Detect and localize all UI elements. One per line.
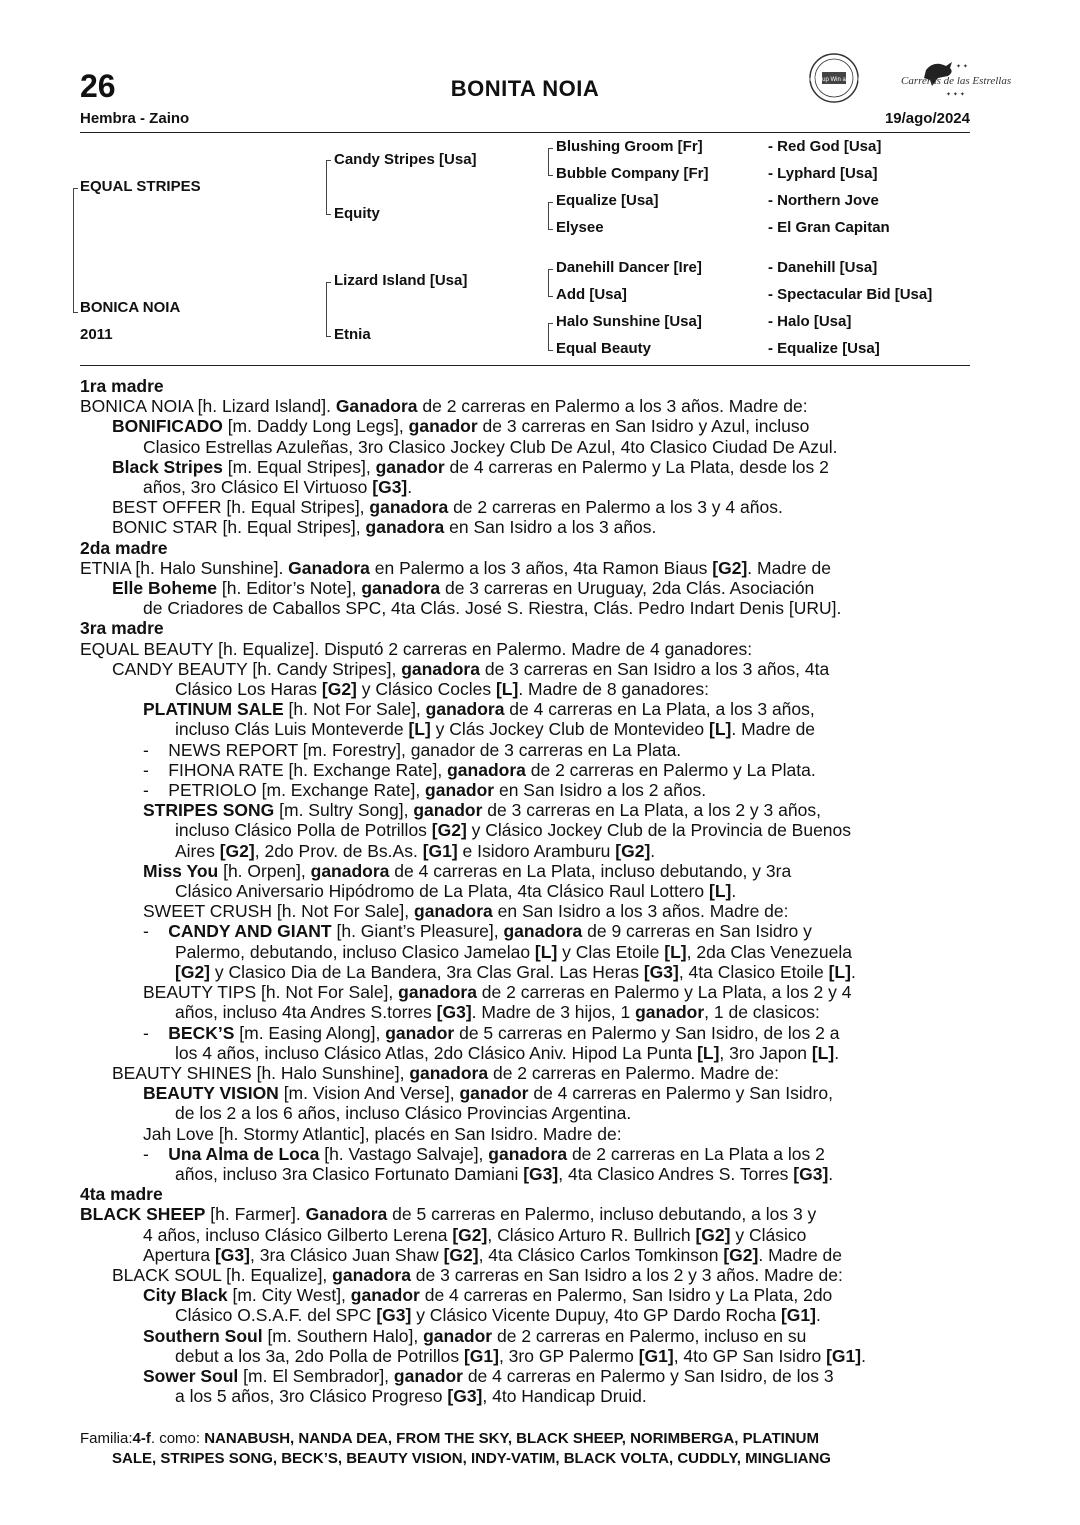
record-line: Miss You [h. Orpen], ganadora de 4 carreras en La Plata, incluso debutando, y 3ra xyxy=(143,860,792,881)
pedigree-year: 2011 xyxy=(80,326,113,343)
pedigree-dam: BONICA NOIA xyxy=(80,299,181,316)
record-line: años, incluso 3ra Clasico Fortunato Damiani [G3], 4ta Clasico Andres S. Torres [G3]. xyxy=(175,1163,834,1184)
record-line: BONIFICADO [m. Daddy Long Legs], ganador de 3 carreras en San Isidro y Azul, incluso xyxy=(112,416,810,437)
section-heading: 4ta madre xyxy=(80,1184,163,1205)
record-line: Sower Soul [m. El Sembrador], ganador de 4 carreras en Palermo y San Isidro, de los 3 xyxy=(143,1365,834,1386)
sex-coat: Hembra - Zaino xyxy=(80,110,190,127)
pedigree-g2-2: Equity xyxy=(334,205,380,222)
catalog-date: 19/ago/2024 xyxy=(884,110,970,127)
record-line: SWEET CRUSH [h. Not For Sale], ganadora en San Isidro a los 3 años. Madre de: xyxy=(143,901,789,922)
pedigree-g4-5: - Danehill [Usa] xyxy=(768,259,878,276)
record-line: PLATINUM SALE [h. Not For Sale], ganadora de 4 carreras en La Plata, a los 3 años, xyxy=(143,699,815,720)
record-line: Clásico O.S.A.F. del SPC [G3] y Clásico Vicente Dupuy, 4to GP Dardo Rocha [G1]. xyxy=(175,1305,821,1326)
record-line: BONIC STAR [h. Equal Stripes], ganadora en San Isidro a los 3 años. xyxy=(112,517,657,538)
record-line: - PETRIOLO [m. Exchange Rate], ganador en San Isidro a los 2 años. xyxy=(143,780,707,801)
record-line: Palermo, debutando, incluso Clasico Jamelao [L] y Clas Etoile [L], 2da Clas Venezuela xyxy=(175,941,853,962)
record-line: - CANDY AND GIANT [h. Giant’s Pleasure], ganadora de 9 carreras en San Isidro y xyxy=(143,921,812,942)
record-line: Black Stripes [m. Equal Stripes], ganador de 4 carreras en Palermo y La Plata, desde los 2 xyxy=(112,456,829,477)
record-line: BLACK SHEEP [h. Farmer]. Ganadora de 5 carreras en Palermo, incluso debutando, a los 3 y xyxy=(80,1204,817,1225)
record-line: [G2] y Clasico Dia de La Bandera, 3ra Clas Gral. Las Heras [G3], 4ta Clasico Etoile [L]. xyxy=(175,961,856,982)
pedigree-g3-7: Halo Sunshine [Usa] xyxy=(556,313,702,330)
produce-record xyxy=(80,376,970,1406)
horse-name: BONITA NOIA xyxy=(450,76,600,101)
record-line: a los 5 años, 3ro Clásico Progreso [G3], 4to Handicap Druid. xyxy=(175,1386,647,1407)
record-line: Clásico Aniversario Hipódromo de La Plata, 4ta Clásico Raul Lottero [L]. xyxy=(175,881,737,902)
pedigree-g3-4: Elysee xyxy=(556,219,604,236)
record-line: Jah Love [h. Stormy Atlantic], placés en San Isidro. Madre de: xyxy=(143,1123,622,1144)
record-line: - FIHONA RATE [h. Exchange Rate], ganadora de 2 carreras en Palermo y La Plata. xyxy=(143,759,816,780)
pedigree-g4-3: - Northern Jove xyxy=(768,192,879,209)
pedigree-g2-4: Etnia xyxy=(334,326,371,343)
pedigree-g4-7: - Halo [Usa] xyxy=(768,313,852,330)
family-prefix: Familia: xyxy=(80,1430,133,1447)
sponsor-logos xyxy=(790,48,1012,108)
record-line: ETNIA [h. Halo Sunshine]. Ganadora en Palermo a los 3 años, 4ta Ramon Biaus [G2]. Madre de xyxy=(80,557,831,578)
record-line: - NEWS REPORT [m. Forestry], ganador de 3 carreras en La Plata. xyxy=(143,739,682,760)
header-divider xyxy=(80,132,970,133)
record-line: de Criadores de Caballos SPC, 4ta Clás. José S. Riestra, Clás. Pedro Indart Denis [URU]. xyxy=(143,598,842,619)
pedigree-g3-5: Danehill Dancer [Ire] xyxy=(556,259,702,276)
record-line: Clásico Los Haras [G2] y Clásico Cocles [L]. Madre de 8 ganadores: xyxy=(175,679,709,700)
record-line: EQUAL BEAUTY [h. Equalize]. Disputó 2 carreras en Palermo. Madre de 4 ganadores: xyxy=(80,638,753,659)
record-line: años, 3ro Clásico El Virtuoso [G3]. xyxy=(143,477,413,498)
pedigree-g3-3: Equalize [Usa] xyxy=(556,192,659,209)
record-line: BEST OFFER [h. Equal Stripes], ganadora de 2 carreras en Palermo a los 3 y 4 años. xyxy=(112,497,783,518)
section-heading: 1ra madre xyxy=(80,376,164,396)
pedigree-g3-1: Blushing Groom [Fr] xyxy=(556,138,703,155)
pedigree-g4-4: - El Gran Capitan xyxy=(768,219,890,236)
record-line: BONICA NOIA [h. Lizard Island]. Ganadora de 2 carreras en Palermo a los 3 años. Madre de: xyxy=(80,396,808,417)
logo-breeders-cup-text: Breeders' Cup Win and You're In xyxy=(790,77,878,83)
record-line: City Black [m. City West], ganador de 4 carreras en Palermo, San Isidro y La Plata, 2do xyxy=(143,1285,833,1306)
pedigree-sire: EQUAL STRIPES xyxy=(80,178,201,195)
pedigree-g2-3: Lizard Island [Usa] xyxy=(334,272,468,289)
record-line: - Una Alma de Loca [h. Vastago Salvaje], ganadora de 2 carreras en La Plata a los 2 xyxy=(143,1143,825,1164)
record-line: Apertura [G3], 3ra Clásico Juan Shaw [G2], 4ta Clásico Carlos Tomkinson [G2]. Madre de xyxy=(143,1244,842,1265)
record-line: Elle Boheme [h. Editor’s Note], ganadora de 3 carreras en Uruguay, 2da Clás. Asociación xyxy=(112,578,815,599)
record-line: los 4 años, incluso Clásico Atlas, 2do Clásico Aniv. Hipod La Punta [L], 3ro Japon [L]. xyxy=(175,1042,840,1063)
record-line: BLACK SOUL [h. Equalize], ganadora de 3 carreras en San Isidro a los 2 y 3 años. Madre de: xyxy=(112,1264,843,1285)
section-heading: 3ra madre xyxy=(80,618,164,639)
svg-text:✦ ✦ ✦: ✦ ✦ ✦ xyxy=(946,91,965,98)
record-line: STRIPES SONG [m. Sultry Song], ganador de 3 carreras en La Plata, a los 2 y 3 años, xyxy=(143,800,821,821)
record-line: BEAUTY SHINES [h. Halo Sunshine], ganadora de 2 carreras en Palermo. Madre de: xyxy=(112,1062,779,1083)
family-notables-2: SALE, STRIPES SONG, BECK’S, BEAUTY VISION, INDY-VATIM, BLACK VOLTA, CUDDLY, MINGLIANG xyxy=(112,1450,831,1467)
record-line: 4 años, incluso Clásico Gilberto Lerena [G2], Clásico Arturo R. Bullrich [G2] y Clásico xyxy=(143,1224,807,1245)
record-line: debut a los 3a, 2do Polla de Potrillos [G1], 3ro GP Palermo [G1], 4to GP San Isidro [G1]. xyxy=(175,1345,866,1366)
family-como: . como: xyxy=(150,1430,205,1447)
section-heading: 2da madre xyxy=(80,537,168,558)
record-line: Southern Soul [m. Southern Halo], ganador de 2 carreras en Palermo, incluso en su xyxy=(143,1325,807,1346)
family-code: 4-f xyxy=(132,1430,151,1447)
pedigree-divider xyxy=(80,365,970,366)
pedigree-g3-8: Equal Beauty xyxy=(556,340,652,357)
family-footer xyxy=(80,1429,980,1469)
record-line: BEAUTY TIPS [h. Not For Sale], ganadora de 2 carreras en Palermo y La Plata, a los 2 y 4 xyxy=(143,982,852,1003)
pedigree-g4-2: - Lyphard [Usa] xyxy=(768,165,878,182)
pedigree-g4-1: - Red God [Usa] xyxy=(768,138,882,155)
record-line: Aires [G2], 2do Prov. de Bs.As. [G1] e Isidoro Aramburu [G2]. xyxy=(175,840,656,861)
record-line: Clasico Estrellas Azuleñas, 3ro Clasico Jockey Club De Azul, 4to Clasico Ciudad De Azul. xyxy=(143,436,838,457)
record-line: incluso Clásico Polla de Potrillos [G2] y Clásico Jockey Club de la Provincia de Buenos xyxy=(175,820,852,841)
record-line: - BECK’S [m. Easing Along], ganador de 5 carreras en Palermo y San Isidro, de los 2 a xyxy=(143,1022,840,1043)
record-line: BEAUTY VISION [m. Vision And Verse], ganador de 4 carreras en Palermo y San Isidro, xyxy=(143,1083,833,1104)
lot-number: 26 xyxy=(80,68,116,104)
record-line: años, incluso 4ta Andres S.torres [G3]. Madre de 3 hijos, 1 ganador, 1 de clasicos: xyxy=(175,1002,820,1023)
pedigree-g2-1: Candy Stripes [Usa] xyxy=(334,151,477,168)
pedigree-g4-6: - Spectacular Bid [Usa] xyxy=(768,286,933,303)
pedigree-g3-2: Bubble Company [Fr] xyxy=(556,165,709,182)
record-line: CANDY BEAUTY [h. Candy Stripes], ganadora de 3 carreras en San Isidro a los 3 años, 4ta xyxy=(112,658,830,679)
logo-carreras-estrellas-text: Carreras de las Estrellas xyxy=(901,75,1012,87)
pedigree-g3-6: Add [Usa] xyxy=(556,286,627,303)
svg-text:✦ ✦: ✦ ✦ xyxy=(956,63,968,70)
record-line: de los 2 a los 6 años, incluso Clásico Provincias Argentina. xyxy=(175,1103,632,1124)
pedigree-g4-8: - Equalize [Usa] xyxy=(768,340,880,357)
family-notables-1: NANABUSH, NANDA DEA, FROM THE SKY, BLACK SHEEP, NORIMBERGA, PLATINUM xyxy=(204,1430,819,1447)
record-line: incluso Clás Luis Monteverde [L] y Clás Jockey Club de Montevideo [L]. Madre de xyxy=(175,719,816,740)
